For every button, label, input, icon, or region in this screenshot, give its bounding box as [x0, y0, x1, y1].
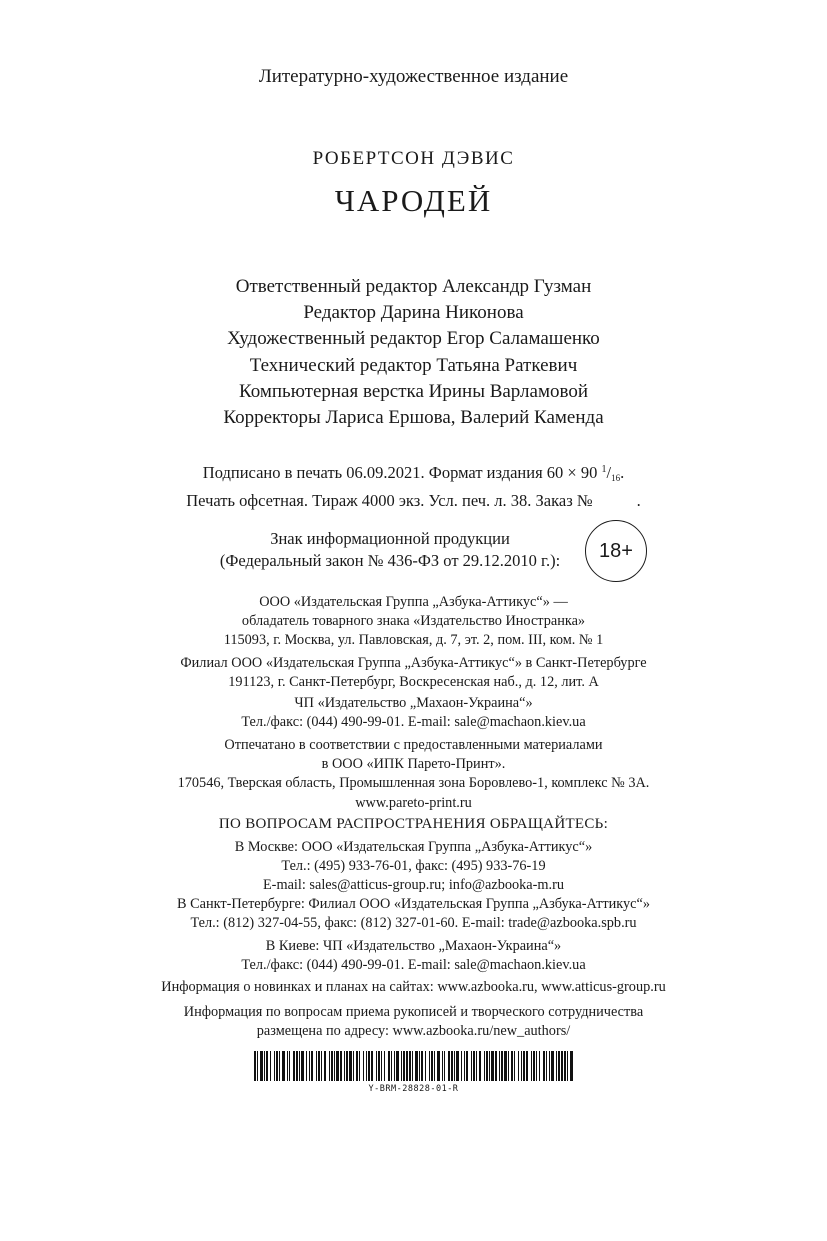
barcode-bar: [264, 1051, 265, 1081]
barcode-bar: [412, 1051, 413, 1081]
printer-line: 170546, Тверская область, Промышленная зона Боровлево-1, комплекс № 3А.: [177, 775, 650, 792]
barcode-bar: [353, 1051, 354, 1081]
ukraine-block: [0, 694, 827, 732]
barcode-bar: [282, 1051, 285, 1081]
barcode-bar: [419, 1051, 420, 1081]
print-format-text: Подписано в печать 06.09.2021. Формат издания 60 × 90: [202, 463, 598, 482]
barcode-bar: [491, 1051, 494, 1081]
barcode-bar: [279, 1051, 280, 1081]
barcode-bar: [409, 1051, 411, 1081]
barcode-bar: [451, 1051, 453, 1081]
barcode-bar: [406, 1051, 408, 1081]
printer-line: Отпечатано в соответствии с предоставленными материалами: [224, 737, 603, 753]
barcode-bar: [266, 1051, 268, 1081]
publisher-block: [0, 593, 827, 651]
barcode-bar: [448, 1051, 450, 1081]
barcode-bar: [556, 1051, 557, 1081]
manuscripts-info: [0, 1003, 827, 1041]
format-denominator: 16: [611, 473, 621, 483]
barcode-bar: [508, 1051, 509, 1081]
barcode-bar: [531, 1051, 532, 1081]
kiev-line: В Киеве: ЧП «Издательство „Махаон-Украина“»: [265, 938, 562, 954]
barcode-bar: [479, 1051, 481, 1081]
manuscripts-line: Информация по вопросам приема рукописей и творческого сотрудничества: [183, 1004, 644, 1020]
printer-block: [0, 736, 827, 813]
barcode-bar: [521, 1051, 522, 1081]
print-line-1-end: .: [620, 463, 625, 482]
publisher-line: 115093, г. Москва, ул. Павловская, д. 7, эт. 2, пом. III, ком. № 1: [223, 632, 604, 649]
staff-line: Компьютерная верстка Ирины Варламовой: [238, 380, 589, 402]
spb-branch-line: Филиал ООО «Издательская Группа „Азбука-Аттикус“» в Санкт-Петербурге: [180, 655, 647, 671]
ukraine-line: ЧП «Издательство „Махаон-Украина“»: [294, 695, 533, 711]
barcode-bar: [376, 1051, 377, 1081]
moscow-contacts: [0, 838, 827, 896]
barcode-bar: [499, 1051, 500, 1081]
print-line-2: Печать офсетная. Тираж 4000 экз. Усл. печ. л. 38. Заказ № .: [186, 490, 641, 510]
barcode-image: [254, 1051, 574, 1081]
barcode-bar: [329, 1051, 330, 1081]
barcode-bar: [514, 1051, 515, 1081]
staff-line: Технический редактор Татьяна Раткевич: [249, 354, 578, 376]
barcode-bar: [425, 1051, 426, 1081]
barcode-bar: [299, 1051, 300, 1081]
barcode-bar: [257, 1051, 258, 1081]
barcode-bar: [296, 1051, 298, 1081]
barcode-bar: [260, 1051, 263, 1081]
barcode-bar: [391, 1051, 392, 1081]
barcode-bar: [388, 1051, 390, 1081]
barcode-bar: [511, 1051, 513, 1081]
barcode-bar: [489, 1051, 490, 1081]
format-numerator: 1: [601, 464, 607, 475]
barcode-bar: [476, 1051, 477, 1081]
spb-contacts: [0, 895, 827, 933]
printer-line: www.pareto-print.ru: [355, 794, 472, 811]
barcode-bar: [381, 1051, 382, 1081]
barcode-bar: [431, 1051, 433, 1081]
barcode-bar: [359, 1051, 360, 1081]
news-info: Информация о новинках и планах на сайтах: www.azbooka.ru, www.atticus-group.ru: [161, 979, 666, 995]
barcode-bar: [276, 1051, 278, 1081]
barcode-bar: [495, 1051, 497, 1081]
age-rating-label: 18+: [599, 539, 633, 562]
barcode-bar: [254, 1051, 256, 1081]
barcode-bar: [415, 1051, 418, 1081]
barcode-bar: [403, 1051, 405, 1081]
barcode-bar: [331, 1051, 333, 1081]
spb-branch-line: 191123, г. Санкт-Петербург, Воскресенская наб., д. 12, лит. А: [228, 674, 599, 691]
barcode-bar: [543, 1051, 545, 1081]
barcode-bar: [504, 1051, 507, 1081]
distribution-heading: ПО ВОПРОСАМ РАСПРОСТРАНЕНИЯ ОБРАЩАЙТЕСЬ:: [218, 816, 609, 832]
barcode-bar: [334, 1051, 335, 1081]
barcode-bar: [306, 1051, 307, 1081]
book-author: РОБЕРТСОН ДЭВИС: [312, 148, 515, 169]
barcode-bar: [396, 1051, 399, 1081]
barcode-bar: [274, 1051, 275, 1081]
spb-line: Тел.: (812) 327-04-55, факс: (812) 327-01-60. E-mail: trade@azbooka.spb.ru: [190, 915, 637, 932]
barcode-bar: [473, 1051, 475, 1081]
info-sign-line-1: Знак информационной продукции: [270, 529, 510, 548]
print-line-1: Подписано в печать 06.09.2021. Формат издания 60 × 90 $^1/_{16}$.: [202, 463, 625, 483]
barcode-bar: [293, 1051, 295, 1081]
edition-type: Литературно-художественное издание: [258, 66, 569, 87]
barcode-bar: [434, 1051, 435, 1081]
kiev-contacts: [0, 937, 827, 975]
barcode-bar: [371, 1051, 373, 1081]
barcode-bar: [461, 1051, 462, 1081]
barcode-bar: [484, 1051, 485, 1081]
barcode-bar: [454, 1051, 455, 1081]
barcode-bar: [349, 1051, 352, 1081]
barcode-bar: [486, 1051, 488, 1081]
publisher-line: ООО «Издательская Группа „Азбука-Аттикус“» —: [259, 594, 568, 610]
barcode-bar: [429, 1051, 430, 1081]
barcode-bar: [561, 1051, 563, 1081]
staff-credits: [0, 274, 827, 431]
barcode-bar: [301, 1051, 304, 1081]
barcode-bar: [316, 1051, 317, 1081]
barcode-bar: [442, 1051, 443, 1081]
spb-branch-block: [0, 654, 827, 692]
barcode-bar: [378, 1051, 380, 1081]
barcode-code: Y-BRM-28828-01-R: [368, 1084, 459, 1094]
barcode-bar: [518, 1051, 519, 1081]
barcode-bar: [318, 1051, 320, 1081]
barcode-bar: [567, 1051, 568, 1081]
barcode-bar: [564, 1051, 566, 1081]
barcode-bar: [363, 1051, 364, 1081]
print-details: [0, 459, 827, 511]
info-sign-line-2: (Федеральный закон № 436-ФЗ от 29.12.2010 г.):: [219, 550, 561, 570]
barcode-bar: [346, 1051, 348, 1081]
barcode-bar: [551, 1051, 554, 1081]
barcode-bar: [456, 1051, 459, 1081]
manuscripts-line: размещена по адресу: www.azbooka.ru/new_authors/: [256, 1023, 571, 1040]
barcode-bar: [539, 1051, 540, 1081]
ukraine-line: Тел./факс: (044) 490-99-01. E-mail: sale@machaon.kiev.ua: [241, 714, 586, 731]
kiev-line: Тел./факс: (044) 490-99-01. E-mail: sale@machaon.kiev.ua: [241, 957, 586, 974]
moscow-line: E-mail: sales@atticus-group.ru; info@azbooka-m.ru: [262, 877, 565, 894]
barcode-bar: [321, 1051, 322, 1081]
barcode-bar: [309, 1051, 310, 1081]
barcode-bar: [464, 1051, 465, 1081]
moscow-line: Тел.: (495) 933-76-01, факс: (495) 933-76-19: [281, 858, 546, 875]
barcode-bar: [340, 1051, 342, 1081]
barcode-bar: [549, 1051, 550, 1081]
barcode-bar: [287, 1051, 288, 1081]
barcode-bar: [368, 1051, 370, 1081]
staff-line: Редактор Дарина Никонова: [303, 302, 524, 324]
spb-line: В Санкт-Петербурге: Филиал ООО «Издательская Группа „Азбука-Аттикус“»: [176, 896, 651, 912]
barcode-bar: [536, 1051, 537, 1081]
barcode-bar: [523, 1051, 525, 1081]
barcode-bar: [401, 1051, 402, 1081]
barcode-bar: [311, 1051, 313, 1081]
barcode-bar: [336, 1051, 339, 1081]
barcode-bar: [501, 1051, 503, 1081]
barcode-bar: [394, 1051, 395, 1081]
barcode-bar: [356, 1051, 358, 1081]
barcode-bar: [289, 1051, 290, 1081]
staff-line: Художественный редактор Егор Саламашенко: [227, 328, 600, 350]
barcode-bar: [466, 1051, 468, 1081]
barcode-bar: [437, 1051, 440, 1081]
barcode-bar: [471, 1051, 472, 1081]
barcode-bar: [526, 1051, 528, 1081]
info-product-sign: [200, 528, 580, 571]
barcode-bar: [366, 1051, 367, 1081]
staff-line: Ответственный редактор Александр Гузман: [235, 276, 592, 297]
age-rating-badge: [585, 520, 647, 582]
barcode-bar: [546, 1051, 547, 1081]
barcode-bar: [570, 1051, 573, 1081]
barcode-bar: [444, 1051, 445, 1081]
barcode-bar: [344, 1051, 345, 1081]
barcode-bar: [324, 1051, 326, 1081]
barcode-bar: [533, 1051, 535, 1081]
print-run-text: Печать офсетная. Тираж 4000 экз. Усл. печ. л. 38. Заказ №: [186, 490, 593, 510]
barcode-bar: [384, 1051, 385, 1081]
printer-line: в ООО «ИПК Парето-Принт».: [321, 756, 506, 773]
barcode-bar: [270, 1051, 271, 1081]
staff-line: Корректоры Лариса Ершова, Валерий Каменда: [223, 407, 604, 429]
moscow-line: В Москве: ООО «Издательская Группа „Азбука-Аттикус“»: [234, 839, 593, 855]
publisher-line: обладатель товарного знака «Издательство Иностранка»: [241, 613, 586, 630]
book-title: ЧАРОДЕЙ: [334, 183, 493, 218]
barcode-bar: [558, 1051, 560, 1081]
barcode-bar: [421, 1051, 423, 1081]
